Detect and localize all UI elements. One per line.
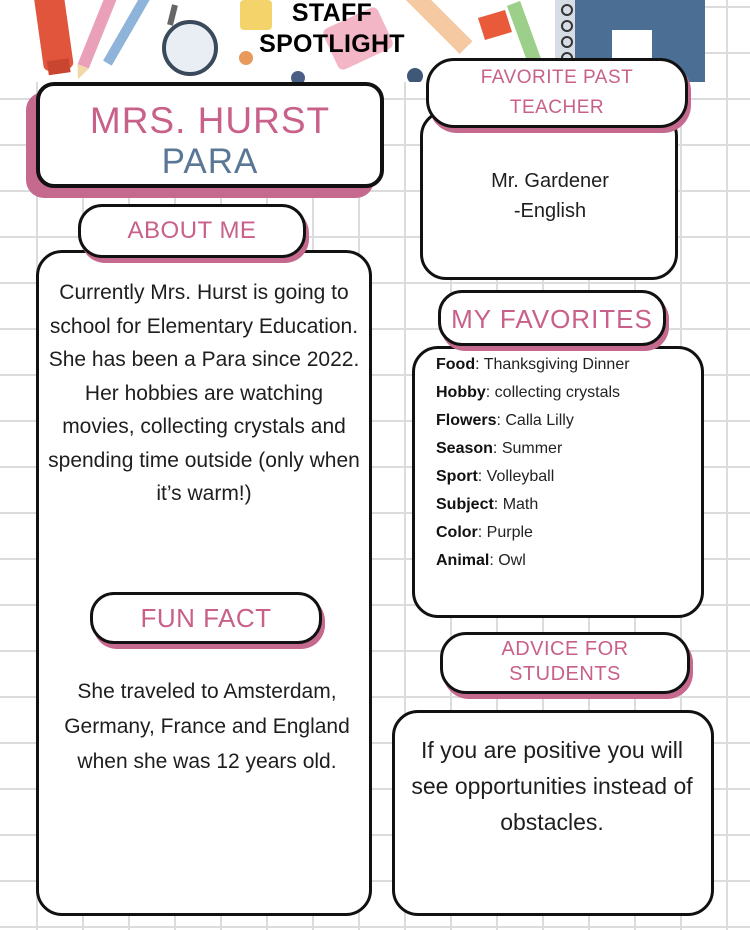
favorite-value: Thanksgiving Dinner xyxy=(483,356,630,373)
fun-fact-heading: FUN FACT xyxy=(140,603,272,633)
fun-fact-heading-pill xyxy=(90,592,322,644)
favorites-heading: MY FAVORITES xyxy=(451,304,653,334)
staff-role: PARA xyxy=(161,142,259,181)
favorite-value: collecting crystals xyxy=(494,384,621,401)
favorite-item: Subject: Math xyxy=(436,496,539,513)
favorite-label: Color xyxy=(436,524,478,541)
favorite-value: Calla Lilly xyxy=(505,412,574,429)
favorite-item: Animal: Owl xyxy=(436,552,526,569)
favorite-label: Animal xyxy=(436,552,490,569)
advice-text: If you are positive you will see opportunities instead of obstacles. xyxy=(411,737,693,835)
favorite-teacher-heading: FAVORITE PAST TEACHER xyxy=(480,67,634,118)
about-text: Currently Mrs. Hurst is going to school for Elementary Education. She has been a Para since 2022. Her hobbies are watching movies, collecting crystals and spending time outside (only when it’s warm!) xyxy=(48,281,360,505)
title-line-1: STAFF xyxy=(291,0,373,27)
favorite-teacher-subject: -English xyxy=(513,200,587,222)
favorites-heading-pill xyxy=(438,290,666,346)
about-heading-pill xyxy=(78,204,306,258)
favorite-label: Hobby xyxy=(436,384,486,401)
favorite-item: Season: Summer xyxy=(436,440,563,457)
fun-fact-text: She traveled to Amsterdam, Germany, France and England when she was 12 years old. xyxy=(64,680,350,773)
advice-heading-pill xyxy=(440,632,690,694)
favorite-value: Volleyball xyxy=(486,468,555,485)
favorite-item: Hobby: collecting crystals xyxy=(436,384,621,401)
staff-name: MRS. HURST xyxy=(89,100,331,141)
magnifier-icon xyxy=(164,5,216,74)
favorite-label: Season xyxy=(436,440,493,457)
name-card xyxy=(36,82,384,188)
favorite-item: Flowers: Calla Lilly xyxy=(436,412,574,429)
favorite-label: Flowers xyxy=(436,412,497,429)
favorite-value: Purple xyxy=(486,524,533,541)
favorite-value: Summer xyxy=(501,440,563,457)
about-heading: ABOUT ME xyxy=(127,217,257,244)
highlighter-icon xyxy=(33,0,74,76)
favorite-item: Food: Thanksgiving Dinner xyxy=(436,356,630,373)
advice-heading: ADVICE FOR STUDENTS xyxy=(501,638,629,685)
favorite-label: Subject xyxy=(436,496,494,513)
favorite-item: Sport: Volleyball xyxy=(436,468,555,485)
favorite-value: Owl xyxy=(498,552,526,569)
favorite-label: Food xyxy=(436,356,476,373)
page-title xyxy=(232,0,432,60)
favorite-teacher-heading-pill xyxy=(426,58,688,128)
favorite-teacher-name: Mr. Gardener xyxy=(491,170,609,192)
sharpener-icon xyxy=(478,10,512,40)
favorites-list xyxy=(436,353,696,577)
favorite-value: Math xyxy=(502,496,539,513)
pin-icon xyxy=(407,68,423,82)
title-line-2: SPOTLIGHT xyxy=(259,30,405,58)
favorite-label: Sport xyxy=(436,468,478,485)
favorite-item: Color: Purple xyxy=(436,524,533,541)
pin-icon xyxy=(291,71,305,82)
